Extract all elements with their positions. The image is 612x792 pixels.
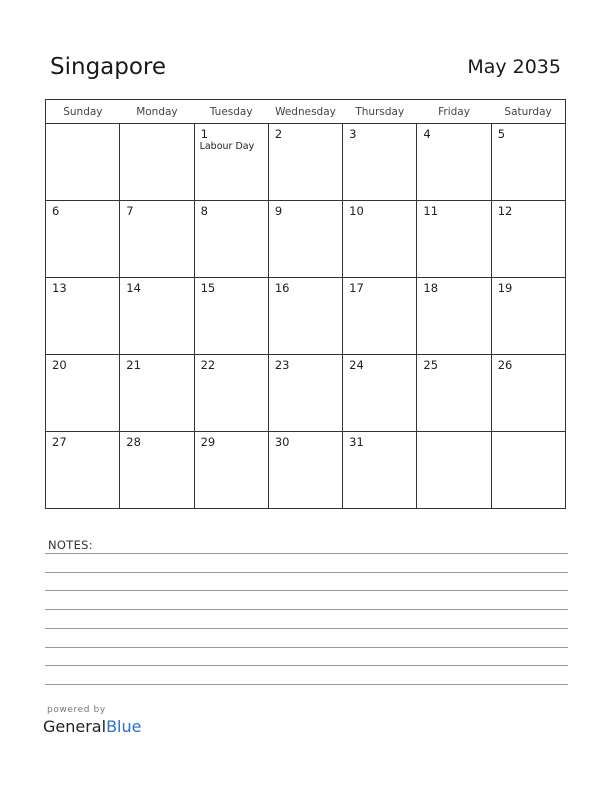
weekday-monday: Monday — [120, 100, 194, 124]
holiday-label: Labour Day — [199, 141, 255, 152]
day-number: 28 — [126, 435, 141, 449]
day-number: 21 — [126, 358, 141, 372]
day-number: 27 — [52, 435, 67, 449]
day-number: 8 — [200, 204, 208, 218]
weekday-wednesday: Wednesday — [268, 100, 342, 124]
day-cell — [343, 432, 417, 509]
day-cell — [491, 278, 565, 355]
day-number: 14 — [126, 281, 141, 295]
day-number: 17 — [349, 281, 364, 295]
day-cell — [46, 278, 120, 355]
day-number: 19 — [497, 281, 513, 295]
weekday-friday: Friday — [417, 100, 491, 124]
note-line — [45, 628, 568, 629]
day-number: 10 — [349, 204, 364, 218]
day-cell — [194, 278, 268, 355]
day-cell — [120, 432, 194, 509]
day-cell — [343, 124, 417, 201]
day-cell — [343, 201, 417, 278]
day-cell — [120, 278, 194, 355]
day-cell — [194, 432, 268, 509]
day-cell — [491, 124, 565, 201]
weekday-saturday: Saturday — [491, 100, 565, 124]
day-number: 25 — [423, 358, 439, 372]
day-cell — [120, 124, 194, 201]
day-cell — [491, 355, 565, 432]
day-cell — [417, 278, 491, 355]
weekday-header-row — [46, 100, 566, 124]
day-number: 4 — [423, 127, 431, 141]
weekday-tuesday: Tuesday — [194, 100, 268, 124]
day-number: 31 — [349, 435, 364, 449]
day-number: 11 — [423, 204, 439, 218]
day-cell — [46, 124, 120, 201]
day-number: 2 — [274, 127, 283, 141]
day-cell — [343, 355, 417, 432]
day-cell — [343, 278, 417, 355]
powered-by-label: powered by — [47, 705, 106, 715]
day-cell — [491, 201, 565, 278]
day-cell — [46, 355, 120, 432]
month-title: May 2035 — [467, 56, 561, 78]
week-row — [46, 124, 566, 201]
day-number: 3 — [349, 127, 357, 141]
note-line — [45, 609, 568, 610]
week-row — [46, 278, 566, 355]
day-number: 26 — [497, 358, 513, 372]
day-number: 12 — [497, 204, 513, 218]
day-number: 13 — [52, 281, 67, 295]
day-cell — [268, 124, 342, 201]
day-cell — [46, 201, 120, 278]
day-cell — [268, 432, 342, 509]
day-number: 16 — [274, 281, 290, 295]
brand-logo[interactable] — [43, 717, 141, 736]
day-cell — [194, 201, 268, 278]
day-number: 6 — [52, 204, 60, 218]
day-cell — [417, 432, 491, 509]
day-cell — [194, 355, 268, 432]
weekday-sunday: Sunday — [46, 100, 120, 124]
day-number: 18 — [423, 281, 439, 295]
calendar-grid — [45, 99, 566, 509]
day-cell — [268, 278, 342, 355]
day-cell — [417, 201, 491, 278]
day-number: 15 — [200, 281, 216, 295]
week-row — [46, 201, 566, 278]
day-cell — [417, 124, 491, 201]
day-cell — [120, 201, 194, 278]
day-number: 7 — [126, 204, 134, 218]
note-line — [45, 647, 568, 648]
note-line — [45, 684, 568, 685]
day-number: 20 — [52, 358, 67, 372]
day-number: 24 — [349, 358, 364, 372]
day-number: 23 — [274, 358, 290, 372]
day-number: 1 — [200, 127, 208, 141]
note-line — [45, 590, 568, 591]
week-row — [46, 432, 566, 509]
day-cell — [268, 355, 342, 432]
day-number: 30 — [274, 435, 290, 449]
brand-blue-text: Blue — [106, 717, 142, 736]
day-number: 5 — [497, 127, 506, 141]
day-cell — [491, 432, 565, 509]
week-row — [46, 355, 566, 432]
brand-general-text: General — [43, 717, 107, 736]
day-cell — [194, 124, 268, 201]
notes-label: NOTES: — [48, 538, 93, 552]
country-title: Singapore — [50, 54, 167, 80]
day-number: 22 — [200, 358, 216, 372]
note-line — [45, 572, 568, 573]
day-cell — [417, 355, 491, 432]
weekday-thursday: Thursday — [343, 100, 417, 124]
day-cell — [46, 432, 120, 509]
note-line — [45, 665, 568, 666]
day-number: 29 — [200, 435, 216, 449]
day-cell — [120, 355, 194, 432]
note-line — [45, 553, 568, 554]
day-number: 9 — [274, 204, 283, 218]
day-cell — [268, 201, 342, 278]
